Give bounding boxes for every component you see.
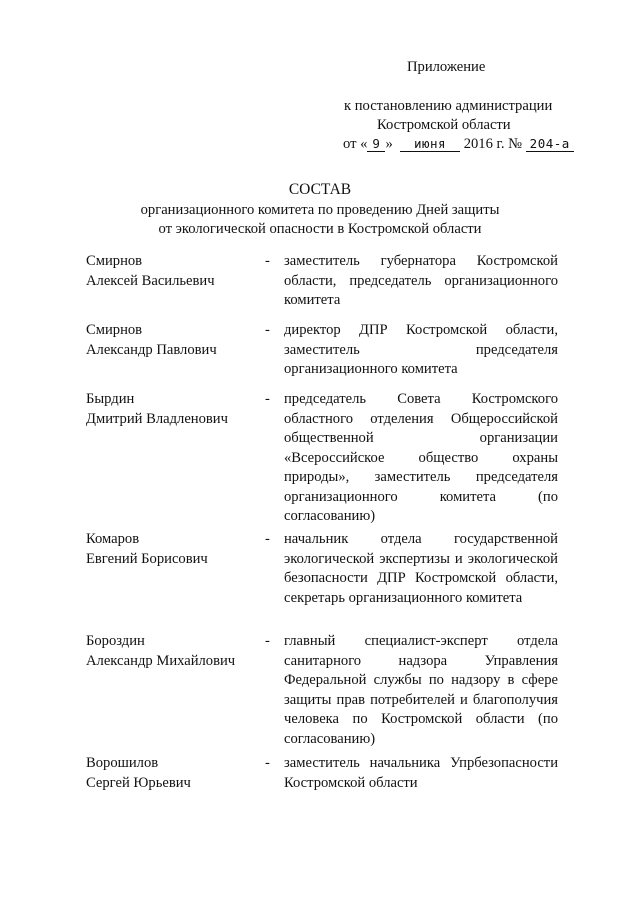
member-role: заместитель начальника Упрбезопасности Костромской области	[284, 755, 558, 791]
member-surname: Смирнов	[86, 322, 143, 338]
member-name	[86, 321, 266, 360]
member-surname: Смирнов	[86, 253, 143, 269]
member-given-names: Александр Михайлович	[86, 652, 236, 669]
member-dash: -	[265, 755, 270, 771]
document-number-field: 204-а	[526, 136, 574, 152]
date-year-and-number-label: 2016 г. №	[463, 136, 523, 152]
member-name	[86, 252, 266, 291]
appendix-label: Приложение	[407, 59, 486, 75]
member-given-names: Сергей Юрьевич	[86, 774, 191, 791]
member-given-names: Дмитрий Владленович	[86, 410, 228, 427]
member-role: директор ДПР Костромской области, заместитель председателя организационного комитета	[284, 322, 558, 377]
date-prefix: от «	[343, 136, 368, 152]
member-surname: Бороздин	[86, 633, 145, 649]
document-heading: СОСТАВ	[288, 181, 352, 198]
document-subtitle-line2: от экологической опасности в Костромской области	[158, 221, 482, 237]
member-name	[86, 530, 266, 569]
member-surname: Комаров	[86, 531, 140, 547]
member-given-names: Александр Павлович	[86, 341, 217, 358]
member-dash: -	[265, 391, 270, 407]
appendix-reference-line2: Костромской области	[377, 117, 511, 133]
member-dash: -	[265, 633, 270, 649]
member-surname: Бырдин	[86, 391, 135, 407]
member-role: председатель Совета Костромского областного отделения Общероссийской общественной организации «Всероссийское общество охраны природы», заместитель председателя организационного комитета (по согласованию)	[284, 391, 558, 524]
member-name	[86, 390, 266, 429]
member-dash: -	[265, 531, 270, 547]
member-given-names: Евгений Борисович	[86, 550, 208, 567]
date-day-field: 9	[367, 136, 385, 152]
document-subtitle-line1: организационного комитета по проведению Дней защиты	[140, 202, 500, 218]
member-dash: -	[265, 322, 270, 338]
appendix-reference-line1: к постановлению администрации	[344, 98, 553, 114]
date-close-quote: »	[385, 136, 393, 152]
member-role: заместитель губернатора Костромской области, председатель организационного комитета	[284, 253, 558, 308]
date-month-field: июня	[400, 136, 460, 152]
member-role: начальник отдела государственной экологической экспертизы и экологической безопасности ДПР Костромской области, секретарь организационного комитета	[284, 531, 558, 606]
appendix-date-line	[343, 135, 574, 153]
member-name	[86, 632, 266, 671]
member-surname: Ворошилов	[86, 755, 159, 771]
member-name	[86, 754, 266, 793]
member-given-names: Алексей Васильевич	[86, 272, 215, 289]
member-role: главный специалист-эксперт отдела санитарного надзора Управления Федеральной службы по надзору в сфере защиты прав потребителей и благополучия человека по Костромской области (по согласованию)	[284, 633, 558, 747]
member-dash: -	[265, 253, 270, 269]
